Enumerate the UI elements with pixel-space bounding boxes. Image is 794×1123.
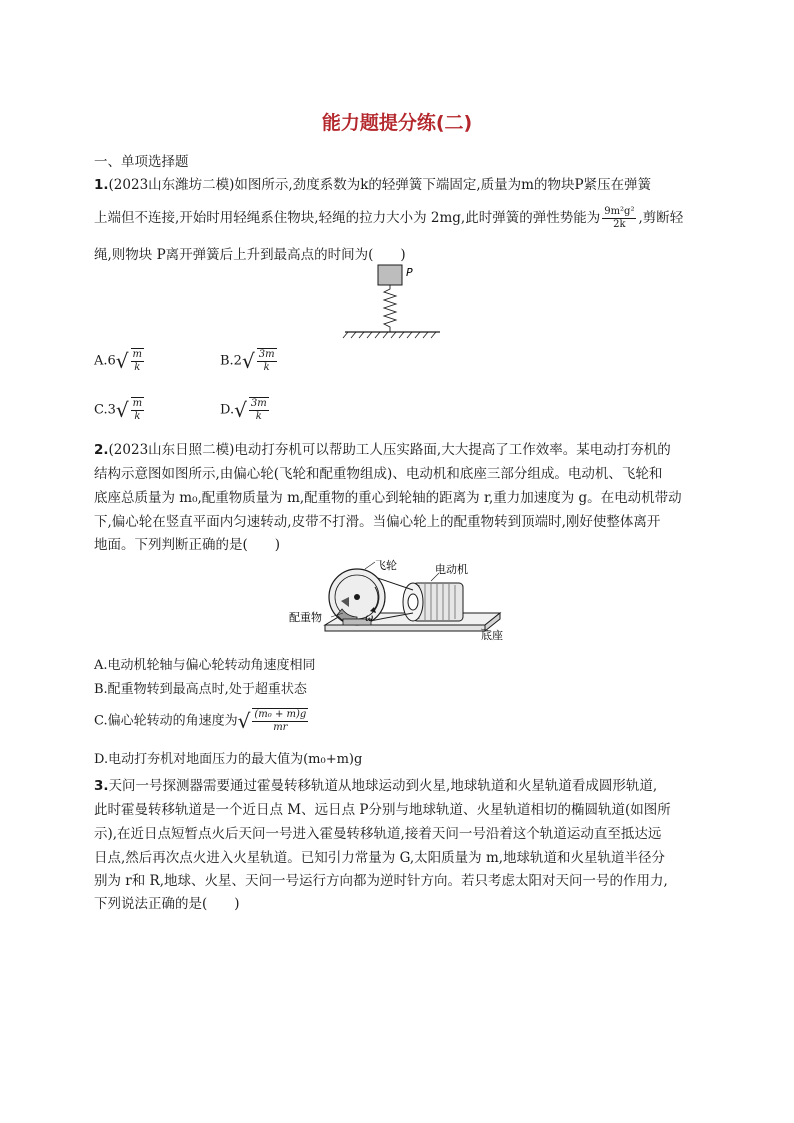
- q2-number: 2.: [94, 442, 109, 458]
- q1-choice-d[interactable]: D.√ $\frac{3m}{k}$: [220, 398, 267, 422]
- q2-fig-label-omega: ω: [365, 613, 374, 624]
- q1-spring-figure: [340, 262, 450, 340]
- q2-choice-a[interactable]: A.电动机轮轴与偏心轮转动角速度相同: [94, 658, 316, 673]
- q3-line6: 下列说法正确的是( ): [94, 896, 240, 912]
- q1-text-2b: ,剪断轻: [638, 210, 684, 226]
- q3-line4: 日点,然后再次点火进入火星轨道。已知引力常量为 G,太阳质量为 m,地球轨道和火星轨道半径分: [94, 850, 666, 866]
- q1-choice-c[interactable]: C.3√ $\frac{m}{k}$: [94, 398, 143, 422]
- q3-line3: 示),在近日点短暂点火后天问一号进入霍曼转移轨道,接着天问一号沿着这个轨道运动直至抵达远: [94, 826, 662, 842]
- q1-fig-label-P: P: [406, 266, 413, 279]
- q1-line2: [94, 206, 683, 231]
- q1-line3: 绳,则物块 P离开弹簧后上升到最高点的时间为( ): [94, 247, 406, 263]
- q2-line3: 底座总质量为 m₀,配重物质量为 m,配重物的重心到轮轴的距离为 r,重力加速度为 g。在电动机带动: [94, 490, 682, 506]
- q1-choice-b[interactable]: B.2√ $\frac{3m}{k}$: [220, 349, 275, 373]
- q3-line1: 3.天问一号探测器需要通过霍曼转移轨道从地球运动到火星,地球轨道和火星轨道看成圆形轨道,: [94, 778, 658, 794]
- q1-number: 1.: [94, 177, 109, 193]
- q2-fig-label-motor: 电动机: [435, 563, 468, 576]
- q1-line1: [94, 173, 651, 193]
- q2-line5: 地面。下列判断正确的是( ): [94, 537, 281, 553]
- q3-number: 3.: [94, 778, 109, 794]
- q2-line4: 下,偏心轮在竖直平面内匀速转动,皮带不打滑。当偏心轮上的配重物转到顶端时,刚好使整体离开: [94, 514, 661, 530]
- page-title: 能力题提分练(二): [321, 112, 473, 134]
- q3-line2: 此时霍曼转移轨道是一个近日点 M、远日点 P分别与地球轨道、火星轨道相切的椭圆轨道(如图所: [94, 802, 671, 818]
- q1-text-2a: 上端但不连接,开始时用轻绳系住物块,轻绳的拉力大小为 2mg,此时弹簧的弹性势能为: [94, 210, 601, 226]
- q2-choice-c[interactable]: C.偏心轮转动的角速度为√ $\frac{\text{(m₀ + m)g}}{mr}$: [94, 709, 307, 733]
- q1-choice-a[interactable]: A.6√ $\frac{m}{k}$: [94, 349, 143, 373]
- q3-line5: 别为 r和 R,地球、火星、天问一号运行方向都为逆时针方向。若只考虑太阳对天问一号的作用力,: [94, 873, 668, 889]
- q2-fig-label-flywheel: 飞轮: [375, 559, 397, 572]
- q2-fig-label-weight: 配重物: [289, 611, 322, 624]
- q2-tamper-figure: [285, 557, 515, 643]
- q2-choice-b[interactable]: B.配重物转到最高点时,处于超重状态: [94, 682, 307, 697]
- q2-choice-d[interactable]: D.电动打夯机对地面压力的最大值为(m₀+m)g: [94, 752, 363, 767]
- q2-fig-label-base: 底座: [481, 629, 503, 642]
- q2-line2: 结构示意图如图所示,由偏心轮(飞轮和配重物组成)、电动机和底座三部分组成。电动机、飞轮和: [94, 466, 663, 482]
- q1-text-1: (2023山东潍坊二模)如图所示,劲度系数为k的轻弹簧下端固定,质量为m的物块P紧压在弹簧: [108, 177, 652, 193]
- section-heading: 一、单项选择题: [94, 154, 189, 170]
- q1-energy-fraction: $\frac{\text{9m²g²}}{2k}$: [604, 206, 635, 230]
- q2-line1: 2.(2023山东日照二模)电动打夯机可以帮助工人压实路面,大大提高了工作效率。某电动打夯机的: [94, 442, 671, 458]
